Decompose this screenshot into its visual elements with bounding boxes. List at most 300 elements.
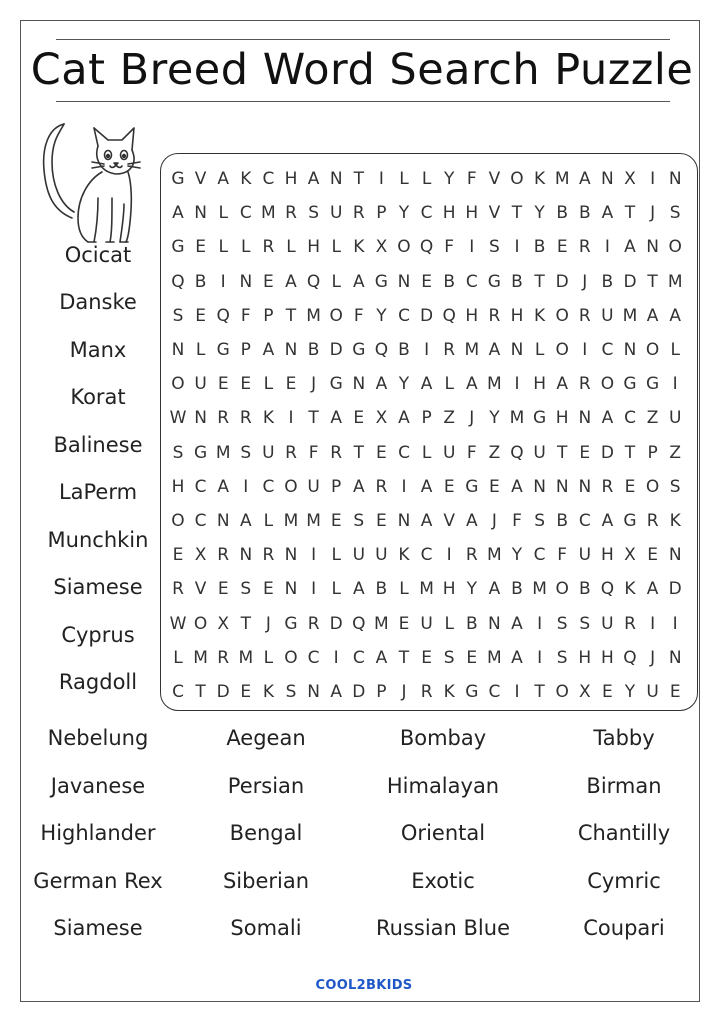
word-list-item: Cymric <box>587 868 661 893</box>
grid-letter: E <box>330 511 342 531</box>
grid-letter: A <box>624 237 636 258</box>
grid-letter: L <box>421 442 432 463</box>
grid-letter: R <box>330 442 343 463</box>
grid-letter: M <box>374 613 389 634</box>
grid-letter: J <box>311 374 317 395</box>
grid-letter: O <box>284 647 298 668</box>
grid-letter: I <box>311 545 317 566</box>
word-list-item: Nebelung <box>47 726 149 750</box>
grid-letter: F <box>466 442 477 463</box>
grid-letter: V <box>194 579 207 600</box>
grid-letter: O <box>555 579 569 600</box>
word-list-item: Himalayan <box>386 773 500 798</box>
grid-letter: A <box>646 579 659 600</box>
grid-letter: M <box>306 305 321 326</box>
grid-letter: N <box>239 545 253 566</box>
grid-letter: R <box>646 511 659 531</box>
grid-letter: I <box>243 476 249 497</box>
grid-letter: C <box>624 408 636 429</box>
grid-letter: Z <box>646 408 659 429</box>
grid-letter: Q <box>623 647 637 668</box>
grid-letter: A <box>352 476 365 497</box>
grid-letter: D <box>600 442 614 463</box>
grid-letter: I <box>672 613 678 634</box>
word-list-item: Persian <box>227 773 305 798</box>
grid-letter: N <box>601 169 614 189</box>
grid-letter: C <box>398 442 410 463</box>
grid-letter: M <box>283 511 299 531</box>
grid-letter: T <box>398 647 410 668</box>
grid-letter: L <box>399 169 409 189</box>
grid-letter: N <box>397 271 411 292</box>
word-list-item: Aegean <box>226 726 306 750</box>
grid-letter: Y <box>398 374 410 395</box>
grid-letter: A <box>511 476 523 497</box>
grid-letter: N <box>171 340 185 360</box>
grid-letter: U <box>646 682 659 702</box>
grid-letter: P <box>376 682 387 702</box>
word-search-grid <box>160 153 698 711</box>
grid-letter: I <box>650 613 656 634</box>
grid-letter: U <box>442 442 456 463</box>
grid-letter: P <box>240 340 251 360</box>
grid-row <box>161 367 697 401</box>
grid-letter: A <box>217 169 229 189</box>
grid-letter: Z <box>443 408 456 429</box>
grid-letter: A <box>352 579 365 600</box>
grid-letter: G <box>284 613 298 634</box>
word-list-item: Oriental <box>400 821 486 845</box>
grid-letter: C <box>398 305 410 326</box>
grid-letter: O <box>193 613 208 634</box>
grid-letter: L <box>263 647 274 668</box>
grid-letter: E <box>647 545 658 566</box>
grid-letter: E <box>421 271 432 292</box>
grid-letter: L <box>670 340 680 360</box>
grid-letter: B <box>556 511 569 531</box>
grid-letter: R <box>172 579 184 600</box>
grid-letter: Y <box>489 408 500 429</box>
grid-letter: M <box>622 305 638 326</box>
grid-letter: N <box>668 169 682 189</box>
grid-letter: K <box>262 682 274 702</box>
grid-letter: L <box>218 237 228 258</box>
grid-letter: O <box>668 237 682 258</box>
grid-letter: C <box>578 511 591 531</box>
grid-letter: Y <box>376 305 387 326</box>
grid-letter: A <box>601 511 614 531</box>
grid-letter: P <box>331 476 342 497</box>
grid-letter: Q <box>419 237 434 258</box>
grid-letter: U <box>352 545 366 566</box>
grid-letter: H <box>533 374 546 395</box>
grid-letter: Q <box>442 305 456 326</box>
grid-letter: G <box>171 169 185 189</box>
grid-letter: Q <box>352 613 366 634</box>
grid-letter: X <box>624 545 636 566</box>
grid-letter: O <box>555 305 569 326</box>
grid-letter: I <box>424 340 430 360</box>
grid-letter: N <box>578 408 592 429</box>
grid-letter: M <box>464 340 480 360</box>
grid-letter: H <box>465 203 479 224</box>
grid-letter: X <box>217 613 230 634</box>
grid-letter: A <box>375 374 388 395</box>
grid-letter: M <box>238 647 254 668</box>
grid-letter: K <box>240 169 252 189</box>
grid-letter: R <box>285 203 297 224</box>
grid-letter: R <box>443 340 456 360</box>
grid-letter: L <box>218 203 228 224</box>
grid-letter: L <box>421 169 432 189</box>
word-list-item: Cyprus <box>61 623 135 647</box>
grid-letter: I <box>514 374 520 395</box>
grid-letter: K <box>398 545 410 566</box>
grid-letter: D <box>216 682 230 702</box>
grid-letter: L <box>331 271 341 292</box>
grid-letter: N <box>194 408 207 429</box>
word-list-item: Bengal <box>229 821 303 845</box>
grid-letter: G <box>352 340 366 360</box>
grid-letter: K <box>624 579 636 600</box>
grid-letter: T <box>353 169 364 189</box>
grid-letter: H <box>510 305 524 326</box>
grid-letter: L <box>331 545 341 566</box>
grid-letter: R <box>307 613 320 634</box>
grid-letter: Y <box>624 682 636 702</box>
grid-letter: G <box>487 271 501 292</box>
grid-letter: N <box>239 271 253 292</box>
grid-letter: K <box>262 408 274 429</box>
word-list-item: Ragdoll <box>58 670 138 694</box>
grid-letter: K <box>669 511 681 531</box>
grid-letter: Y <box>466 579 477 600</box>
grid-letter: O <box>171 511 185 531</box>
word-list-item: Siamese <box>53 916 143 940</box>
grid-letter: C <box>239 203 252 224</box>
grid-letter: E <box>398 613 410 634</box>
grid-letter: O <box>171 374 185 395</box>
grid-row <box>161 675 697 709</box>
grid-letter: U <box>329 203 343 224</box>
grid-letter: U <box>307 476 320 497</box>
word-list-item: Siberian <box>222 868 310 893</box>
grid-letter: R <box>488 305 501 326</box>
grid-letter: E <box>669 682 681 702</box>
grid-letter: M <box>667 271 683 292</box>
grid-letter: I <box>537 647 543 668</box>
grid-row <box>161 162 697 196</box>
grid-letter: S <box>172 305 184 326</box>
grid-letter: C <box>194 476 207 497</box>
grid-letter: A <box>488 579 501 600</box>
grid-letter: H <box>442 203 456 224</box>
grid-letter: O <box>510 169 524 189</box>
grid-letter: A <box>669 305 681 326</box>
grid-letter: B <box>511 579 523 600</box>
grid-letter: S <box>579 613 591 634</box>
grid-letter: S <box>240 579 252 600</box>
grid-letter: E <box>602 682 613 702</box>
word-list-item: Balinese <box>53 433 143 457</box>
grid-letter: S <box>240 442 252 463</box>
grid-letter: V <box>488 169 501 189</box>
grid-letter: E <box>376 511 387 531</box>
grid-letter: L <box>263 374 274 395</box>
grid-letter: R <box>375 476 388 497</box>
grid-letter: A <box>556 374 568 395</box>
grid-row <box>161 538 697 572</box>
grid-letter: A <box>420 511 433 531</box>
word-list-item: Manx <box>69 338 127 362</box>
word-list-item: Russian Blue <box>376 916 510 940</box>
grid-letter: R <box>578 305 591 326</box>
word-list-item: Bombay <box>399 726 487 750</box>
grid-letter: D <box>555 271 569 292</box>
grid-letter: H <box>555 408 569 429</box>
grid-letter: N <box>194 203 207 224</box>
grid-letter: L <box>173 647 183 668</box>
grid-letter: R <box>285 442 297 463</box>
grid-letter: Y <box>534 203 545 224</box>
grid-letter: A <box>239 511 252 531</box>
grid-letter: L <box>241 237 251 258</box>
grid-letter: E <box>285 374 297 395</box>
grid-letter: E <box>240 374 252 395</box>
page-title: Cat Breed Word Search Puzzle <box>30 45 694 95</box>
grid-letter: A <box>578 169 591 189</box>
grid-letter: S <box>556 613 568 634</box>
word-list-item: Siamese <box>53 575 143 599</box>
grid-letter: N <box>284 340 298 360</box>
grid-letter: G <box>329 374 343 395</box>
grid-letter: T <box>624 442 636 463</box>
grid-letter: E <box>624 476 636 497</box>
grid-letter: N <box>488 613 501 634</box>
grid-letter: N <box>216 511 230 531</box>
grid-letter: D <box>623 271 637 292</box>
grid-letter: J <box>491 511 497 531</box>
grid-letter: Q <box>171 271 185 292</box>
grid-letter: I <box>469 237 475 258</box>
grid-row <box>161 333 697 367</box>
grid-letter: R <box>420 682 433 702</box>
grid-letter: M <box>215 442 231 463</box>
grid-letter: H <box>284 169 298 189</box>
grid-letter: P <box>647 442 658 463</box>
grid-letter: T <box>308 408 319 429</box>
title-rule-bottom <box>56 101 670 102</box>
grid-letter: G <box>465 682 479 702</box>
grid-letter: E <box>172 545 184 566</box>
grid-letter: C <box>420 545 433 566</box>
grid-letter: B <box>398 340 410 360</box>
grid-letter: J <box>582 271 588 292</box>
grid-letter: S <box>534 511 545 531</box>
grid-letter: Z <box>488 442 501 463</box>
grid-letter: L <box>444 374 454 395</box>
grid-letter: R <box>578 374 591 395</box>
grid-letter: D <box>420 305 434 326</box>
grid-letter: D <box>668 579 682 600</box>
grid-letter: U <box>194 374 207 395</box>
grid-letter: X <box>194 545 207 566</box>
grid-letter: I <box>220 271 226 292</box>
grid-letter: N <box>555 476 569 497</box>
grid-letter: K <box>353 237 365 258</box>
grid-letter: V <box>488 203 501 224</box>
grid-letter: I <box>514 682 520 702</box>
grid-letter: E <box>376 442 387 463</box>
grid-letter: A <box>375 647 388 668</box>
grid-letter: K <box>534 169 546 189</box>
grid-letter: N <box>397 511 411 531</box>
grid-letter: B <box>578 579 591 600</box>
grid-letter: M <box>487 374 502 395</box>
grid-letter: N <box>329 169 343 189</box>
grid-row <box>161 572 697 606</box>
grid-letter: G <box>171 237 185 258</box>
word-list-item: Tabby <box>593 726 655 750</box>
grid-letter: T <box>285 305 297 326</box>
grid-letter: L <box>331 579 341 600</box>
grid-letter: B <box>533 237 546 258</box>
grid-letter: L <box>331 237 341 258</box>
grid-letter: H <box>600 647 614 668</box>
grid-letter: B <box>375 579 388 600</box>
grid-letter: E <box>556 237 568 258</box>
grid-letter: B <box>578 203 591 224</box>
grid-letter: N <box>352 374 366 395</box>
grid-letter: L <box>286 237 296 258</box>
grid-letter: U <box>262 442 275 463</box>
grid-letter: F <box>557 545 568 566</box>
grid-row <box>161 470 697 504</box>
word-list-item: Ocicat <box>64 243 132 267</box>
grid-row <box>161 607 697 641</box>
grid-letter: E <box>579 442 591 463</box>
grid-letter: I <box>446 545 452 566</box>
grid-letter: B <box>465 613 478 634</box>
grid-letter: E <box>195 305 206 326</box>
logo-text: COOL2BKIDS <box>315 978 413 993</box>
grid-letter: E <box>489 476 500 497</box>
grid-letter: C <box>352 647 365 668</box>
grid-letter: A <box>488 340 501 360</box>
grid-letter: H <box>307 237 320 258</box>
grid-letter: U <box>375 545 388 566</box>
grid-letter: I <box>378 169 384 189</box>
grid-letter: L <box>534 340 545 360</box>
grid-letter: W <box>169 613 187 634</box>
word-list-item: LaPerm <box>58 480 138 504</box>
grid-letter: N <box>578 476 592 497</box>
grid-letter: C <box>307 647 320 668</box>
grid-letter: E <box>195 237 206 258</box>
grid-letter: P <box>421 408 432 429</box>
word-list-item: Korat <box>70 385 126 409</box>
grid-letter: U <box>601 305 614 326</box>
grid-letter: D <box>352 682 366 702</box>
grid-letter: J <box>650 203 656 224</box>
grid-letter: A <box>420 476 433 497</box>
grid-letter: X <box>375 237 388 258</box>
grid-letter: I <box>311 579 317 600</box>
site-logo <box>312 976 416 996</box>
grid-letter: E <box>263 579 274 600</box>
grid-letter: G <box>533 408 547 429</box>
grid-letter: C <box>172 682 184 702</box>
grid-letter: A <box>307 169 320 189</box>
grid-letter: S <box>669 203 681 224</box>
grid-letter: R <box>465 545 478 566</box>
grid-letter: Q <box>374 340 389 360</box>
grid-letter: S <box>353 511 365 531</box>
grid-row <box>161 265 697 299</box>
grid-letter: F <box>240 305 251 326</box>
grid-letter: G <box>623 374 637 395</box>
grid-letter: E <box>421 647 432 668</box>
grid-letter: A <box>646 305 659 326</box>
grid-letter: S <box>556 647 568 668</box>
grid-letter: N <box>307 682 320 702</box>
grid-letter: I <box>604 237 610 258</box>
word-list-item: Coupari <box>583 916 665 940</box>
grid-letter: U <box>578 545 592 566</box>
grid-letter: K <box>534 305 546 326</box>
grid-letter: J <box>265 613 271 634</box>
grid-letter: T <box>534 271 545 292</box>
grid-letter: A <box>285 271 297 292</box>
grid-letter: C <box>194 511 207 531</box>
grid-letter: C <box>262 476 275 497</box>
grid-row <box>161 230 697 264</box>
grid-letter: G <box>374 271 388 292</box>
grid-letter: A <box>511 647 523 668</box>
grid-letter: E <box>217 579 229 600</box>
grid-letter: I <box>537 613 543 634</box>
grid-letter: O <box>397 237 411 258</box>
grid-letter: B <box>307 340 320 360</box>
grid-letter: G <box>194 442 208 463</box>
grid-letter: N <box>668 647 682 668</box>
grid-letter: M <box>261 203 276 224</box>
grid-letter: X <box>624 169 636 189</box>
grid-letter: Y <box>443 169 455 189</box>
grid-letter: L <box>399 579 409 600</box>
grid-letter: Z <box>669 442 682 463</box>
grid-letter: B <box>556 203 569 224</box>
grid-letter: O <box>645 340 660 360</box>
grid-letter: L <box>263 511 274 531</box>
grid-letter: Q <box>600 579 615 600</box>
grid-letter: G <box>623 511 637 531</box>
grid-letter: A <box>601 203 614 224</box>
grid-row <box>161 299 697 333</box>
grid-letter: F <box>466 169 477 189</box>
grid-letter: F <box>353 305 364 326</box>
word-list-item: Exotic <box>411 868 475 893</box>
grid-row <box>161 641 697 675</box>
grid-letter: R <box>352 203 365 224</box>
grid-letter: M <box>554 169 570 189</box>
grid-letter: A <box>511 613 523 634</box>
grid-letter: F <box>444 237 455 258</box>
grid-letter: U <box>668 408 682 429</box>
grid-letter: F <box>308 442 319 463</box>
grid-letter: O <box>555 682 569 702</box>
grid-letter: K <box>443 682 455 702</box>
